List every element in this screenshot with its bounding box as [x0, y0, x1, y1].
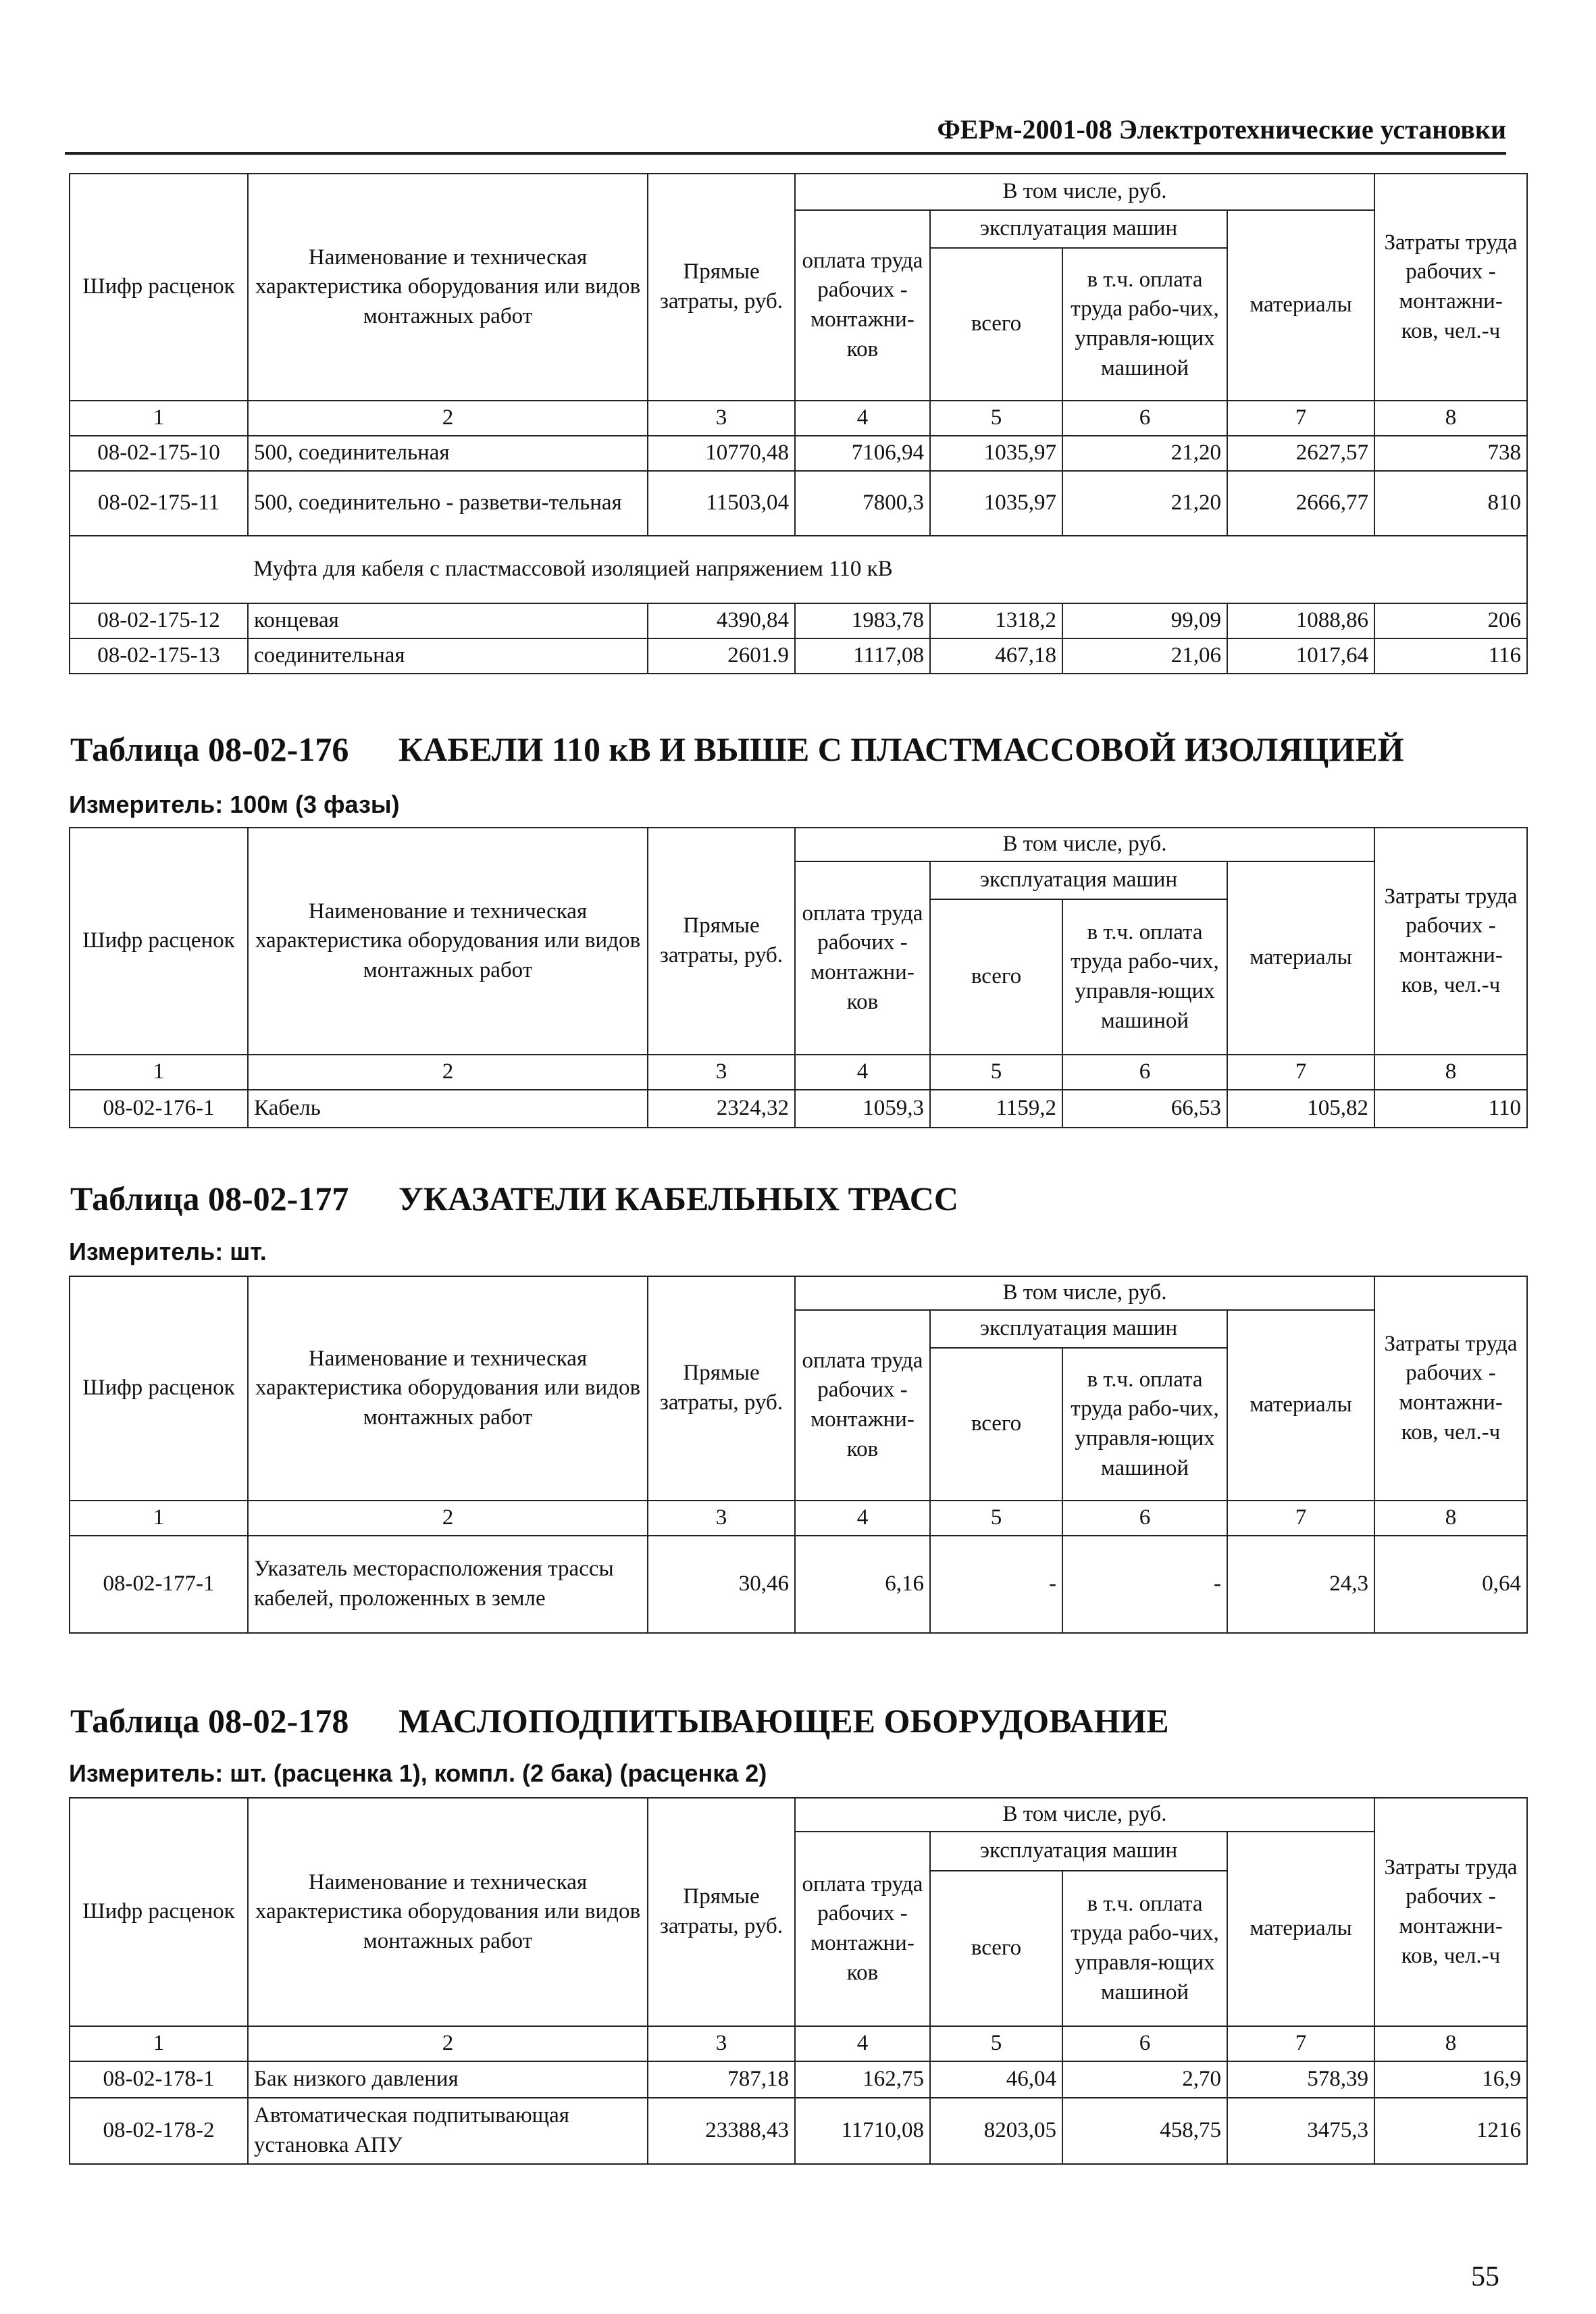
- col-number: 8: [1374, 1501, 1527, 1536]
- worker-pay: 7800,3: [795, 471, 930, 536]
- machines-total: -: [930, 1536, 1062, 1633]
- table-heading: УКАЗАТЕЛИ КАБЕЛЬНЫХ ТРАСС: [398, 1180, 958, 1217]
- direct-costs: 787,18: [648, 2061, 795, 2098]
- machines-total: 8203,05: [930, 2098, 1062, 2164]
- col-number: 8: [1374, 1055, 1527, 1090]
- rate-name: Автоматическая подпитывающая установка АПУ: [248, 2098, 648, 2164]
- col-number: 2: [248, 1501, 648, 1536]
- rate-code: 08-02-175-10: [70, 436, 248, 471]
- header-pay: оплата труда рабочих - монтажни-ков: [795, 1832, 930, 2026]
- header-including: В том числе, руб.: [795, 1798, 1374, 1832]
- rate-name: соединительная: [248, 638, 648, 674]
- header-direct-costs: Прямые затраты, руб.: [648, 828, 795, 1055]
- rate-code: 08-02-175-13: [70, 638, 248, 674]
- materials: 1017,64: [1227, 638, 1374, 674]
- col-number: 3: [648, 401, 795, 436]
- header-labor: Затраты труда рабочих - монтажни-ков, чел.-ч: [1374, 828, 1527, 1055]
- machines-pay: 21,20: [1062, 471, 1227, 536]
- header-code: Шифр расценок: [70, 1276, 248, 1501]
- labor: 110: [1374, 1090, 1527, 1128]
- worker-pay: 7106,94: [795, 436, 930, 471]
- worker-pay: 11710,08: [795, 2098, 930, 2164]
- rate-code: 08-02-176-1: [70, 1090, 248, 1128]
- table-title-177: [70, 1179, 958, 1218]
- worker-pay: 1117,08: [795, 638, 930, 674]
- header-incl-pay: в т.ч. оплата труда рабо-чих, управля-ющих машиной: [1062, 899, 1227, 1055]
- header-direct-costs: Прямые затраты, руб.: [648, 174, 795, 401]
- header-name: Наименование и техническая характеристика оборудования или видов монтажных работ: [248, 828, 648, 1055]
- machines-pay: -: [1062, 1536, 1227, 1633]
- header-name: Наименование и техническая характеристика оборудования или видов монтажных работ: [248, 174, 648, 401]
- labor: 810: [1374, 471, 1527, 536]
- worker-pay: 1983,78: [795, 603, 930, 638]
- col-number: 3: [648, 1501, 795, 1536]
- col-number: 3: [648, 2026, 795, 2061]
- col-number: 5: [930, 1501, 1062, 1536]
- column-numbers-row: [70, 1055, 1527, 1090]
- col-number: 5: [930, 401, 1062, 436]
- materials: 2627,57: [1227, 436, 1374, 471]
- header-incl-pay: в т.ч. оплата труда рабо-чих, управля-ющих машиной: [1062, 1871, 1227, 2026]
- labor: 16,9: [1374, 2061, 1527, 2098]
- col-number: 8: [1374, 401, 1527, 436]
- worker-pay: 1059,3: [795, 1090, 930, 1128]
- rate-name: 500, соединительно - разветви-тельная: [248, 471, 648, 536]
- materials: 24,3: [1227, 1536, 1374, 1633]
- header-incl-pay: в т.ч. оплата труда рабо-чих, управля-ющих машиной: [1062, 248, 1227, 401]
- header-materials: материалы: [1227, 210, 1374, 401]
- table-row: [70, 2098, 1527, 2164]
- col-number: 1: [70, 1501, 248, 1536]
- header-incl-pay: в т.ч. оплата труда рабо-чих, управля-ющих машиной: [1062, 1348, 1227, 1501]
- col-number: 3: [648, 1055, 795, 1090]
- machines-pay: 21,20: [1062, 436, 1227, 471]
- header-name: Наименование и техническая характеристика оборудования или видов монтажных работ: [248, 1798, 648, 2026]
- page-header: ФЕРм-2001-08 Электротехнические установки: [65, 114, 1506, 155]
- labor: 738: [1374, 436, 1527, 471]
- direct-costs: 30,46: [648, 1536, 795, 1633]
- table-heading: КАБЕЛИ 110 кВ И ВЫШЕ С ПЛАСТМАССОВОЙ ИЗОЛЯЦИЕЙ: [398, 730, 1404, 768]
- header-all: всего: [930, 899, 1062, 1055]
- col-number: 4: [795, 2026, 930, 2061]
- header-labor: Затраты труда рабочих - монтажни-ков, чел.-ч: [1374, 174, 1527, 401]
- rate-table-178: [69, 1797, 1528, 2165]
- direct-costs: 4390,84: [648, 603, 795, 638]
- header-all: всего: [930, 1348, 1062, 1501]
- labor: 206: [1374, 603, 1527, 638]
- header-including: В том числе, руб.: [795, 828, 1374, 861]
- machines-total: 46,04: [930, 2061, 1062, 2098]
- rate-code: 08-02-175-12: [70, 603, 248, 638]
- rate-code: 08-02-178-1: [70, 2061, 248, 2098]
- group-title: Муфта для кабеля с пластмассовой изоляцией напряжением 110 кВ: [248, 536, 1527, 603]
- table-row: [70, 436, 1527, 471]
- rate-code: 08-02-175-11: [70, 471, 248, 536]
- header-labor: Затраты труда рабочих - монтажни-ков, чел.-ч: [1374, 1276, 1527, 1501]
- table-title-178: [70, 1701, 1169, 1740]
- measure-unit: Измеритель: шт.: [69, 1238, 267, 1265]
- group-row: [70, 536, 1527, 603]
- col-number: 1: [70, 2026, 248, 2061]
- col-number: 6: [1062, 1501, 1227, 1536]
- direct-costs: 10770,48: [648, 436, 795, 471]
- col-number: 1: [70, 401, 248, 436]
- rate-code: 08-02-178-2: [70, 2098, 248, 2164]
- col-number: 4: [795, 1501, 930, 1536]
- col-number: 6: [1062, 401, 1227, 436]
- header-including: В том числе, руб.: [795, 174, 1374, 210]
- table-row: [70, 1536, 1527, 1633]
- direct-costs: 23388,43: [648, 2098, 795, 2164]
- table-row: [70, 471, 1527, 536]
- header-all: всего: [930, 1871, 1062, 2026]
- col-number: 6: [1062, 2026, 1227, 2061]
- col-number: 2: [248, 401, 648, 436]
- machines-pay: 99,09: [1062, 603, 1227, 638]
- table-title-176: [70, 730, 1404, 769]
- measure-unit: Измеритель: 100м (3 фазы): [69, 790, 400, 818]
- header-all: всего: [930, 248, 1062, 401]
- header-name: Наименование и техническая характеристика оборудования или видов монтажных работ: [248, 1276, 648, 1501]
- worker-pay: 6,16: [795, 1536, 930, 1633]
- rate-name: концевая: [248, 603, 648, 638]
- machines-pay: 21,06: [1062, 638, 1227, 674]
- table-row: [70, 2061, 1527, 2098]
- col-number: 4: [795, 401, 930, 436]
- col-number: 8: [1374, 2026, 1527, 2061]
- rate-name: Кабель: [248, 1090, 648, 1128]
- column-numbers-row: [70, 1501, 1527, 1536]
- col-number: 7: [1227, 2026, 1374, 2061]
- header-pay: оплата труда рабочих - монтажни-ков: [795, 210, 930, 401]
- header-materials: материалы: [1227, 861, 1374, 1055]
- page-number: 55: [1471, 2261, 1499, 2292]
- direct-costs: 11503,04: [648, 471, 795, 536]
- header-labor: Затраты труда рабочих - монтажни-ков, чел.-ч: [1374, 1798, 1527, 2026]
- header-materials: материалы: [1227, 1832, 1374, 2026]
- materials: 3475,3: [1227, 2098, 1374, 2164]
- machines-total: 1035,97: [930, 436, 1062, 471]
- col-number: 1: [70, 1055, 248, 1090]
- table-number: Таблица 08-02-177: [70, 1180, 349, 1217]
- labor: 116: [1374, 638, 1527, 674]
- col-number: 5: [930, 2026, 1062, 2061]
- header-materials: материалы: [1227, 1310, 1374, 1501]
- table-row: [70, 1090, 1527, 1128]
- rate-table-176: [69, 827, 1528, 1128]
- materials: 1088,86: [1227, 603, 1374, 638]
- header-pay: оплата труда рабочих - монтажни-ков: [795, 861, 930, 1055]
- machines-pay: 66,53: [1062, 1090, 1227, 1128]
- header-machines: эксплуатация машин: [930, 210, 1227, 248]
- column-numbers-row: [70, 2026, 1527, 2061]
- rate-table-177: [69, 1276, 1528, 1634]
- table-number: Таблица 08-02-178: [70, 1702, 349, 1740]
- table-heading: МАСЛОПОДПИТЫВАЮЩЕЕ ОБОРУДОВАНИЕ: [398, 1702, 1169, 1740]
- measure-unit: Измеритель: шт. (расценка 1), компл. (2 бака) (расценка 2): [69, 1759, 767, 1787]
- rate-name: 500, соединительная: [248, 436, 648, 471]
- header-direct-costs: Прямые затраты, руб.: [648, 1276, 795, 1501]
- header-machines: эксплуатация машин: [930, 861, 1227, 899]
- col-number: 2: [248, 1055, 648, 1090]
- header-machines: эксплуатация машин: [930, 1310, 1227, 1348]
- column-numbers-row: [70, 401, 1527, 436]
- rate-table-175: [69, 173, 1528, 674]
- materials: 105,82: [1227, 1090, 1374, 1128]
- rate-code: 08-02-177-1: [70, 1536, 248, 1633]
- col-number: 4: [795, 1055, 930, 1090]
- col-number: 2: [248, 2026, 648, 2061]
- header-pay: оплата труда рабочих - монтажни-ков: [795, 1310, 930, 1501]
- machines-total: 1159,2: [930, 1090, 1062, 1128]
- table-row: [70, 603, 1527, 638]
- col-number: 6: [1062, 1055, 1227, 1090]
- header-direct-costs: Прямые затраты, руб.: [648, 1798, 795, 2026]
- table-row: [70, 638, 1527, 674]
- col-number: 7: [1227, 1055, 1374, 1090]
- materials: 578,39: [1227, 2061, 1374, 2098]
- header-machines: эксплуатация машин: [930, 1832, 1227, 1871]
- header-code: Шифр расценок: [70, 828, 248, 1055]
- col-number: 7: [1227, 401, 1374, 436]
- labor: 0,64: [1374, 1536, 1527, 1633]
- direct-costs: 2601.9: [648, 638, 795, 674]
- table-number: Таблица 08-02-176: [70, 730, 349, 768]
- machines-total: 1318,2: [930, 603, 1062, 638]
- machines-total: 467,18: [930, 638, 1062, 674]
- header-including: В том числе, руб.: [795, 1276, 1374, 1310]
- rate-name: Указатель месторасположения трассы кабелей, проложенных в земле: [248, 1536, 648, 1633]
- worker-pay: 162,75: [795, 2061, 930, 2098]
- machines-total: 1035,97: [930, 471, 1062, 536]
- materials: 2666,77: [1227, 471, 1374, 536]
- machines-pay: 2,70: [1062, 2061, 1227, 2098]
- direct-costs: 2324,32: [648, 1090, 795, 1128]
- col-number: 7: [1227, 1501, 1374, 1536]
- machines-pay: 458,75: [1062, 2098, 1227, 2164]
- rate-name: Бак низкого давления: [248, 2061, 648, 2098]
- header-code: Шифр расценок: [70, 1798, 248, 2026]
- header-code: Шифр расценок: [70, 174, 248, 401]
- col-number: 5: [930, 1055, 1062, 1090]
- labor: 1216: [1374, 2098, 1527, 2164]
